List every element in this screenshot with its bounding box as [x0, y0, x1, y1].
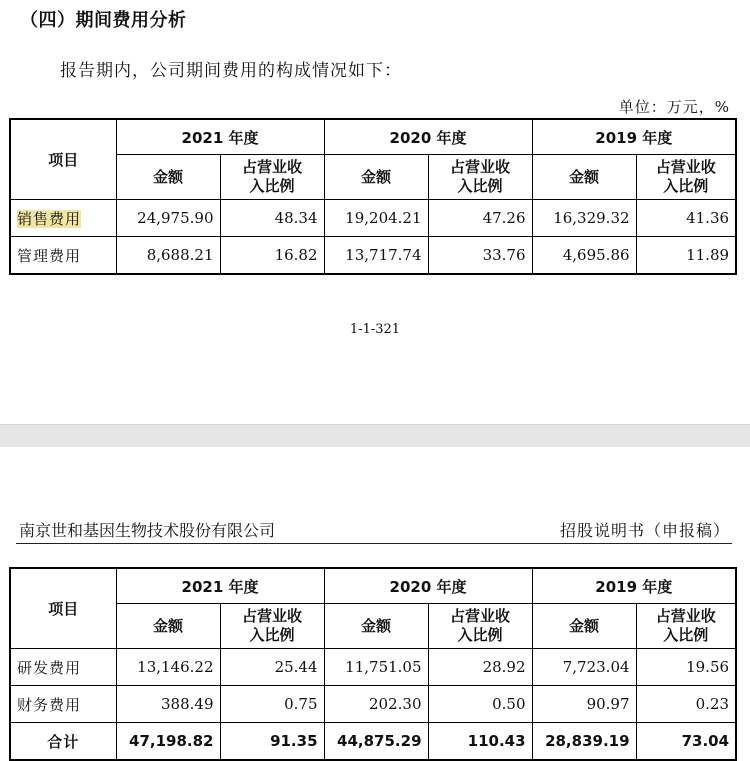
cell-value: 91.35 [220, 723, 324, 761]
company-name: 南京世和基因生物技术股份有限公司 [19, 521, 276, 540]
intro-paragraph: 报告期内，公司期间费用的构成情况如下： [60, 61, 402, 81]
cell-value: 47.26 [428, 200, 532, 237]
cell-value: 28,839.19 [532, 723, 636, 761]
header-item: 项目 [10, 568, 116, 649]
header-ratio: 占营业收 入比例 [428, 604, 532, 649]
header-item: 项目 [10, 119, 116, 200]
header-year-2019: 2019 年度 [532, 568, 736, 604]
document-type: 招股说明书（申报稿） [559, 521, 730, 540]
table-row [10, 200, 736, 237]
unit-note: 单位：万元，% [618, 98, 730, 116]
header-amount: 金额 [116, 155, 220, 200]
expense-table-part2 [9, 567, 737, 761]
cell-value: 11.89 [636, 237, 736, 275]
cell-value: 110.43 [428, 723, 532, 761]
page-break-gap [0, 424, 750, 448]
header-divider [16, 543, 732, 544]
cell-value: 41.36 [636, 200, 736, 237]
cell-value: 90.97 [532, 686, 636, 723]
header-year-2021: 2021 年度 [116, 119, 324, 155]
header-amount: 金额 [532, 604, 636, 649]
header-ratio: 占营业收 入比例 [636, 155, 736, 200]
page-number: 1-1-321 [349, 322, 401, 337]
total-row [10, 723, 736, 761]
header-amount: 金额 [324, 155, 428, 200]
cell-value: 44,875.29 [324, 723, 428, 761]
cell-value: 4,695.86 [532, 237, 636, 275]
cell-value: 19,204.21 [324, 200, 428, 237]
header-ratio: 占营业收 入比例 [220, 155, 324, 200]
cell-value: 0.50 [428, 686, 532, 723]
cell-value: 19.56 [636, 649, 736, 686]
cell-value: 202.30 [324, 686, 428, 723]
row-label: 管理费用 [10, 237, 116, 275]
highlighted-text: 销售费用 [17, 209, 82, 228]
cell-value: 11,751.05 [324, 649, 428, 686]
header-amount: 金额 [532, 155, 636, 200]
row-label: 研发费用 [10, 649, 116, 686]
cell-value: 16.82 [220, 237, 324, 275]
cell-value: 48.34 [220, 200, 324, 237]
row-label: 财务费用 [10, 686, 116, 723]
header-year-2020: 2020 年度 [324, 568, 532, 604]
cell-value: 388.49 [116, 686, 220, 723]
header-ratio: 占营业收 入比例 [428, 155, 532, 200]
table-row [10, 237, 736, 275]
table-row [10, 649, 736, 686]
cell-value: 47,198.82 [116, 723, 220, 761]
cell-value: 8,688.21 [116, 237, 220, 275]
cell-value: 13,717.74 [324, 237, 428, 275]
header-amount: 金额 [116, 604, 220, 649]
cell-value: 24,975.90 [116, 200, 220, 237]
row-label-total: 合计 [10, 723, 116, 761]
row-label [10, 200, 116, 237]
cell-value: 16,329.32 [532, 200, 636, 237]
header-amount: 金额 [324, 604, 428, 649]
cell-value: 13,146.22 [116, 649, 220, 686]
section-title: （四）期间费用分析 [20, 10, 187, 31]
cell-value: 73.04 [636, 723, 736, 761]
cell-value: 0.75 [220, 686, 324, 723]
table-row [10, 686, 736, 723]
header-ratio: 占营业收 入比例 [220, 604, 324, 649]
expense-table-part1 [9, 118, 737, 275]
cell-value: 7,723.04 [532, 649, 636, 686]
cell-value: 33.76 [428, 237, 532, 275]
header-year-2021: 2021 年度 [116, 568, 324, 604]
cell-value: 25.44 [220, 649, 324, 686]
header-ratio: 占营业收 入比例 [636, 604, 736, 649]
cell-value: 0.23 [636, 686, 736, 723]
header-year-2019: 2019 年度 [532, 119, 736, 155]
header-year-2020: 2020 年度 [324, 119, 532, 155]
cell-value: 28.92 [428, 649, 532, 686]
